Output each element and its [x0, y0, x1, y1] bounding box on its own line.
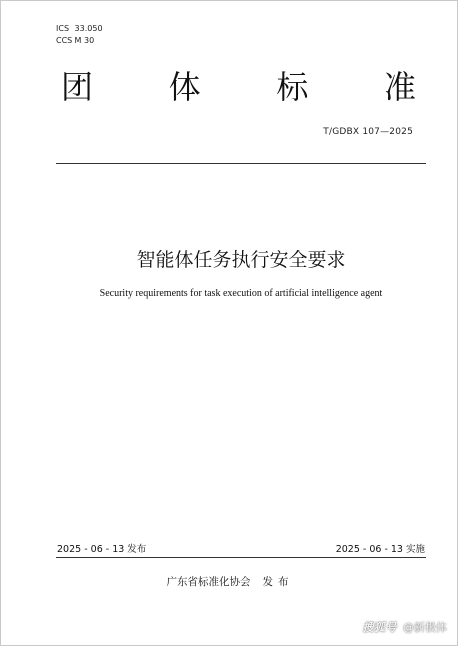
ics-value: 33.050 [74, 24, 103, 33]
publisher-line [1, 575, 458, 589]
implementation-date: 2025 - 06 - 13 实施 [335, 544, 425, 555]
document-title-chinese: 智能体任务执行安全要求 [136, 249, 346, 271]
ics-label: ICS [56, 24, 70, 33]
standard-number: T/GDBX 107—2025 [323, 127, 413, 137]
release-date: 2025 - 06 - 13 发布 [57, 544, 147, 555]
ccs-code [56, 36, 94, 46]
publisher-name: 广东省标准化协会 [166, 576, 251, 588]
publisher-action: 发布 [262, 576, 294, 588]
ccs-value: M 30 [74, 36, 95, 45]
document-title-english: Security requirements for task execution of artificial intelligence agent [99, 288, 383, 299]
standard-type-char: 标 [276, 68, 309, 106]
ics-code [56, 24, 103, 34]
top-divider [56, 163, 426, 164]
bottom-divider [56, 557, 426, 558]
standard-type-char: 准 [383, 68, 416, 106]
standard-type-char: 团 [61, 68, 94, 106]
standard-type-heading [61, 67, 416, 107]
watermark [363, 621, 448, 635]
standard-type-char: 体 [168, 68, 201, 106]
watermark-logo: 搜狐号 [362, 621, 397, 634]
ccs-label: CCS [56, 36, 73, 45]
watermark-account: @新极体 [403, 621, 447, 634]
